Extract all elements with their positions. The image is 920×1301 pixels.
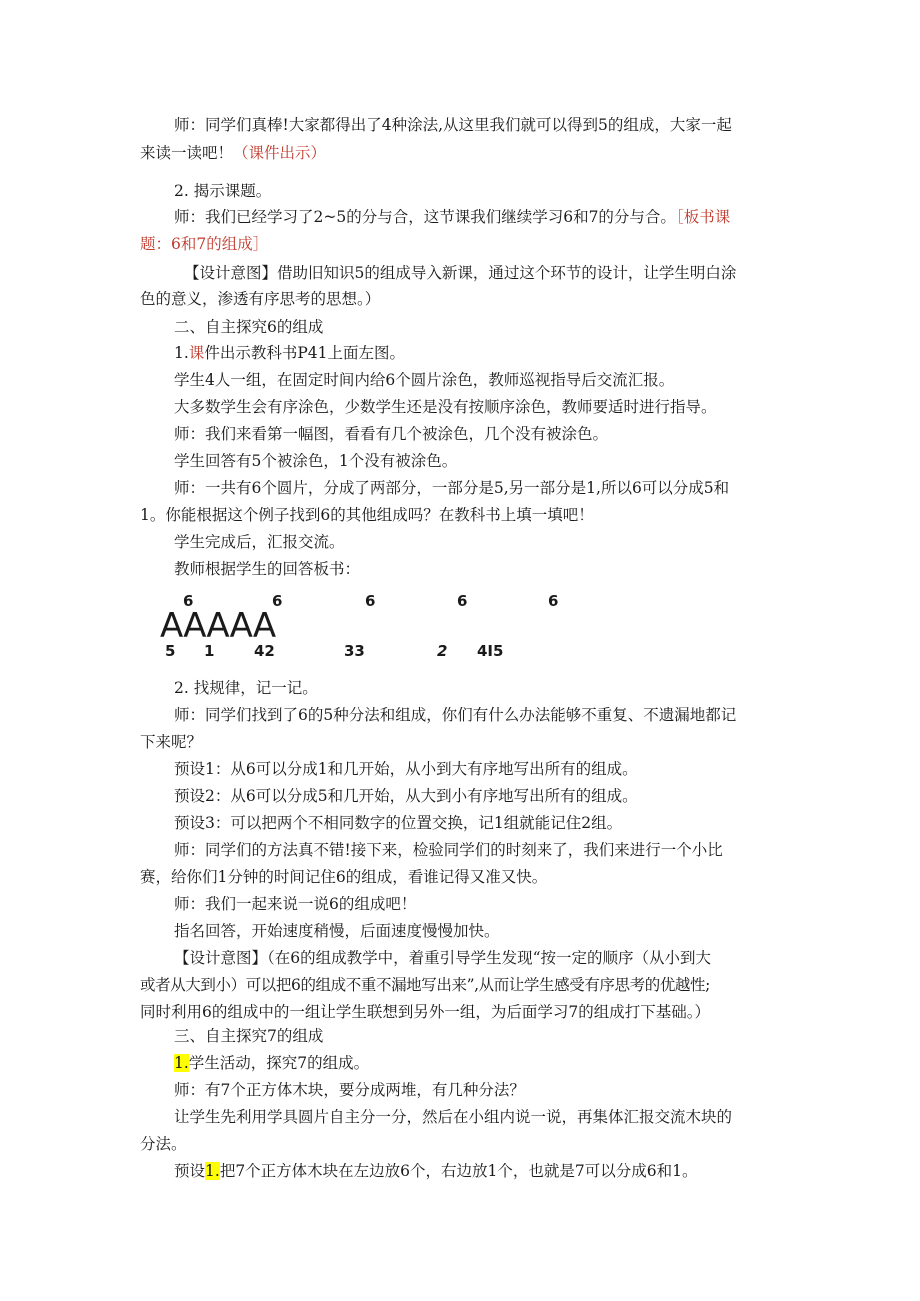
text-span: 1. — [174, 344, 189, 362]
paragraph: 师：一共有6个圆片，分成了两部分，一部分是5,另一部分是1,所以6可以分成5和 — [174, 479, 730, 497]
red-annotation: 题：6和7的组成］ — [140, 235, 269, 253]
highlighted-number: 1. — [174, 1054, 189, 1072]
paragraph: 预设2：从6可以分成5和几开始，从大到小有序地写出所有的组成。 — [174, 787, 638, 805]
paragraph: 师：同学们的方法真不错!接下来，检验同学们的时刻来了，我们来进行一个小比 — [174, 841, 723, 859]
paragraph — [140, 1052, 824, 1074]
diagram-top-number: 6 — [365, 592, 376, 610]
paragraph: 师：同学们找到了6的5种分法和组成，你们有什么办法能够不重复、不遗漏地都记 — [174, 706, 737, 724]
design-intent: 或者从大到小）可以把6的组成不重不漏地写出来”,从而让学生感受有序思考的优越性; — [140, 976, 710, 994]
diagram-bottom-number: 2 — [437, 642, 448, 660]
paragraph: 师：同学们真棒!大家都得出了4种涂法,从这里我们就可以得到5的组成，大家一起 — [174, 116, 732, 134]
diagram-bottom-number: 5 — [165, 642, 176, 660]
text-span: 来读一读吧！ — [140, 144, 234, 162]
diagram-bottom-number: 33 — [344, 642, 365, 660]
text-span: 把7个正方体木块在左边放6个，右边放1个，也就是7可以分成6和1。 — [219, 1162, 698, 1180]
text-span: 学生活动，探究7的组成。 — [188, 1054, 370, 1072]
text-span: 件出示教科书P41上面左图。 — [204, 344, 405, 362]
section-heading: 二、自主探究6的组成 — [174, 318, 324, 336]
paragraph: 分法。 — [140, 1135, 187, 1153]
design-intent: 【设计意图】（在6的组成教学中，着重引导学生发现“按一定的顺序（从小到大 — [174, 949, 712, 967]
diagram-top-number: 6 — [548, 592, 559, 610]
paragraph: 师：我们一起来说一说6的组成吧！ — [174, 895, 417, 913]
text-span: 师：我们已经学习了2~5的分与合，这节课我们继续学习6和7的分与合。 — [174, 208, 676, 226]
section-heading: 三、自主探究7的组成 — [174, 1027, 324, 1045]
paragraph: 让学生先利用学具圆片自主分一分，然后在小组内说一说，再集体汇报交流木块的 — [174, 1108, 733, 1126]
diagram-bottom-number: 1 — [204, 642, 215, 660]
text-span: 预设 — [174, 1162, 206, 1180]
paragraph: 指名回答，开始速度稍慢，后面速度慢慢加快。 — [174, 922, 500, 940]
paragraph: 学生完成后，汇报交流。 — [174, 533, 345, 551]
section-step: 2. 揭示课题。 — [174, 182, 272, 200]
section-step: 2. 找规律，记一记。 — [174, 679, 318, 697]
paragraph: 师：我们来看第一幅图，看看有几个被涂色，几个没有被涂色。 — [174, 425, 609, 443]
design-intent: 【设计意图】借助旧知识5的组成导入新课，通过这个环节的设计，让学生明白涂 — [184, 264, 737, 282]
paragraph: 师：有7个正方体木块，要分成两堆，有几种分法？ — [174, 1081, 525, 1099]
diagram-top-number: 6 — [457, 592, 468, 610]
diagram-top-number: 6 — [183, 592, 194, 610]
paragraph: 教师根据学生的回答板书： — [174, 560, 361, 578]
paragraph — [140, 1160, 824, 1182]
red-annotation: ［板书课 — [675, 208, 731, 226]
diagram-top-number: 6 — [272, 592, 283, 610]
paragraph: 学生4人一组，在固定时间内给6个圆片涂色，教师巡视指导后交流汇报。 — [174, 371, 675, 389]
paragraph: 1。你能根据这个例子找到6的其他组成吗？在教科书上填一填吧！ — [140, 506, 594, 524]
design-intent: 色的意义，渗透有序思考的思想。） — [140, 290, 381, 308]
diagram-branch-glyphs: AAAAA — [160, 606, 276, 646]
highlighted-number: 1. — [205, 1162, 220, 1180]
paragraph: 赛，给你们1分钟的时间记住6的组成，看谁记得又准又快。 — [140, 868, 548, 886]
paragraph: 下来呢？ — [140, 733, 203, 751]
paragraph: 预设1：从6可以分成1和几开始，从小到大有序地写出所有的组成。 — [174, 760, 638, 778]
paragraph: 学生回答有5个被涂色，1个没有被涂色。 — [174, 452, 458, 470]
diagram-bottom-number: 4I5 — [477, 642, 504, 660]
red-annotation: 课 — [188, 344, 205, 362]
red-annotation: （课件出示） — [233, 144, 327, 162]
diagram-bottom-number: 42 — [254, 642, 275, 660]
paragraph: 大多数学生会有序涂色，少数学生还是没有按顺序涂色，教师要适时进行指导。 — [174, 398, 717, 416]
paragraph: 预设3：可以把两个不相同数字的位置交换，记1组就能记住2组。 — [174, 814, 623, 832]
design-intent: 同时利用6的组成中的一组让学生联想到另外一组，为后面学习7的组成打下基础。） — [140, 1003, 710, 1021]
